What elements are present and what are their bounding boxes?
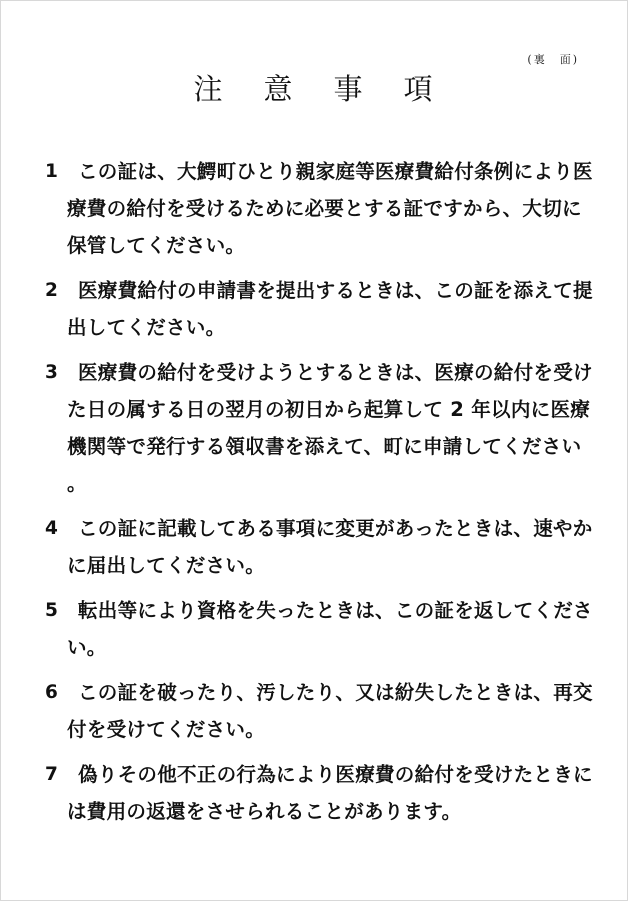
- notice-number: 5: [45, 600, 58, 621]
- notice-text: この証を破ったり、汚したり、又は紛失したときは、再交付を受けてください。: [67, 681, 593, 741]
- notice-list: [45, 153, 593, 830]
- notice-text: 医療費の給付を受けようとするときは、医療の給付を受けた日の属する日の翌月の初日から起算して 2 年以内に医療機関等で発行する領収書を添えて、町に申請してください。: [67, 361, 593, 495]
- notice-item-7: [45, 756, 593, 830]
- notice-item-2: [45, 272, 593, 346]
- notice-item-4: [45, 510, 593, 584]
- notice-text: 医療費給付の申請書を提出するときは、この証を添えて提出してください。: [67, 279, 593, 339]
- notice-number: 6: [45, 682, 58, 703]
- notice-item-1: [45, 153, 593, 264]
- page-title: 注 意 事 項: [193, 72, 439, 106]
- notice-text: 偽りその他不正の行為により医療費の給付を受けたときには費用の返還をさせられることがあります。: [67, 763, 593, 823]
- notice-number: 7: [45, 764, 58, 785]
- side-label: (裏 面): [527, 53, 579, 66]
- notice-item-5: [45, 592, 593, 666]
- notice-number: 4: [45, 518, 58, 539]
- notice-text: この証に記載してある事項に変更があったときは、速やかに届出してください。: [67, 517, 593, 577]
- notice-item-3: [45, 354, 593, 502]
- notice-number: 1: [45, 161, 58, 182]
- notice-item-6: [45, 674, 593, 748]
- notice-text: 転出等により資格を失ったときは、この証を返してください。: [67, 599, 593, 659]
- notice-number: 3: [45, 362, 58, 383]
- notice-number: 2: [45, 280, 58, 301]
- notice-text: この証は、大鰐町ひとり親家庭等医療費給付条例により医療費の給付を受けるために必要とする証ですから、大切に保管してください。: [67, 160, 593, 257]
